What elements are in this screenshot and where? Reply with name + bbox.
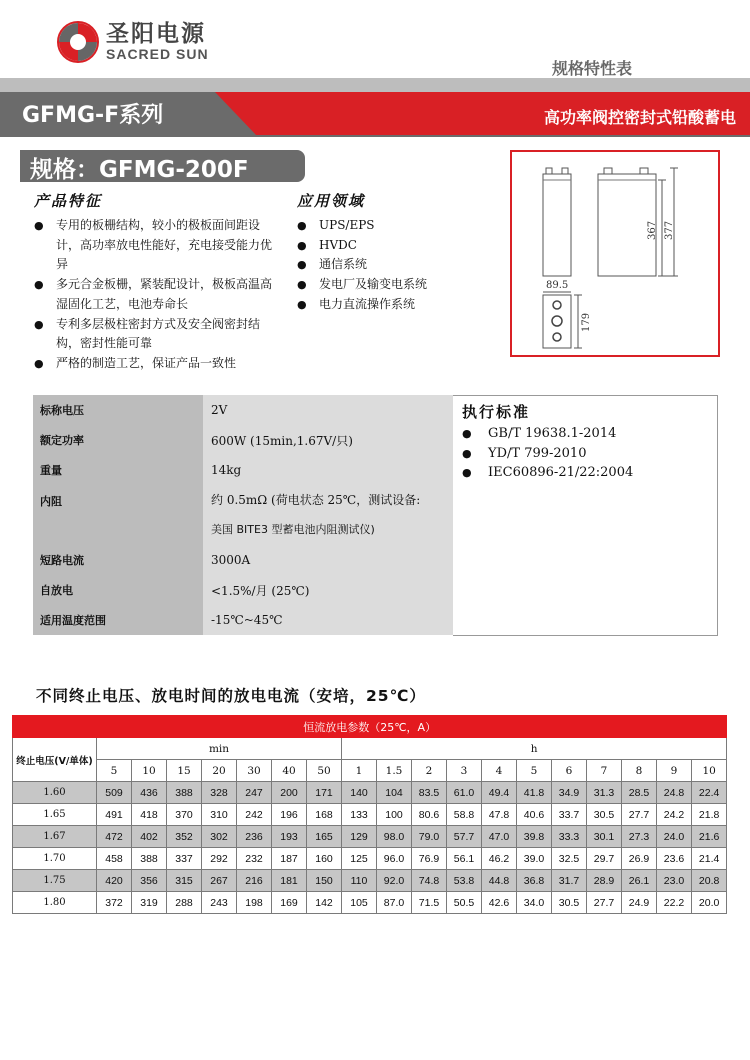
current-cell: 315 — [167, 870, 202, 892]
current-cell: 29.7 — [587, 848, 622, 870]
current-cell: 33.3 — [552, 826, 587, 848]
application-item: ● 通信系统 — [297, 255, 427, 275]
time-header: 50 — [307, 760, 342, 782]
current-cell: 418 — [132, 804, 167, 826]
h-group-label: h — [342, 738, 727, 760]
current-cell: 36.8 — [517, 870, 552, 892]
voltage-cell: 1.67 — [13, 826, 97, 848]
current-cell: 53.8 — [447, 870, 482, 892]
current-cell: 23.6 — [657, 848, 692, 870]
current-cell: 302 — [202, 826, 237, 848]
current-cell: 509 — [97, 782, 132, 804]
current-cell: 33.7 — [552, 804, 587, 826]
table-row — [13, 826, 727, 848]
current-cell: 196 — [272, 804, 307, 826]
brand-name-en: SACRED SUN — [106, 46, 209, 62]
current-cell: 30.1 — [587, 826, 622, 848]
series-name: GFMG-F系列 — [22, 103, 164, 128]
document-type: 规格特性表 — [551, 59, 632, 78]
current-cell: 27.3 — [622, 826, 657, 848]
current-cell: 28.9 — [587, 870, 622, 892]
current-cell: 100 — [377, 804, 412, 826]
time-header: 1.5 — [377, 760, 412, 782]
table-row — [33, 425, 453, 455]
feature-item: ● 专用的板栅结构，较小的极板面间距设计，高功率放电性能好，充电接受能力优异 — [34, 216, 282, 275]
sacred-sun-logo-icon — [56, 20, 100, 64]
current-cell: 110 — [342, 870, 377, 892]
current-cell: 23.0 — [657, 870, 692, 892]
current-cell: 243 — [202, 892, 237, 914]
discharge-table — [12, 715, 727, 914]
dim-height-2: 377 — [664, 220, 675, 240]
application-item: ● HVDC — [297, 236, 427, 256]
table-header-row — [13, 716, 727, 738]
corner-label: 终止电压(V/单体) — [13, 738, 97, 782]
table-header-row — [13, 738, 727, 760]
table-row — [13, 804, 727, 826]
table-row — [33, 395, 453, 425]
current-cell: 288 — [167, 892, 202, 914]
model-title: 规格：GFMG-200F — [30, 157, 249, 183]
dim-width: 89.5 — [546, 280, 569, 291]
current-cell: 187 — [272, 848, 307, 870]
current-cell: 71.5 — [412, 892, 447, 914]
time-header: 9 — [657, 760, 692, 782]
spec-value-line: 约 0.5mΩ (荷电状态 25℃，测试设备: — [211, 493, 421, 507]
table-caption: 恒流放电参数（25℃，A） — [13, 716, 727, 738]
header-band — [0, 78, 750, 92]
current-cell: 20.0 — [692, 892, 727, 914]
spec-value: -15℃~45℃ — [203, 605, 453, 635]
spec-label: 内阻 — [33, 485, 203, 545]
table-row — [33, 545, 453, 575]
current-cell: 24.2 — [657, 804, 692, 826]
application-item: ● 电力直流操作系统 — [297, 295, 427, 315]
current-cell: 56.1 — [447, 848, 482, 870]
current-cell: 458 — [97, 848, 132, 870]
spec-value — [203, 485, 453, 545]
table-row — [33, 485, 453, 545]
model-box — [20, 150, 305, 182]
current-cell: 31.7 — [552, 870, 587, 892]
current-cell: 140 — [342, 782, 377, 804]
time-header: 3 — [447, 760, 482, 782]
current-cell: 104 — [377, 782, 412, 804]
feature-item: ● 多元合金板栅，紧装配设计，极板高温高湿固化工艺，电池寿命长 — [34, 275, 282, 314]
current-cell: 292 — [202, 848, 237, 870]
current-cell: 61.0 — [447, 782, 482, 804]
discharge-title: 不同终止电压、放电时间的放电电流（安培，25℃） — [36, 687, 426, 705]
current-cell: 436 — [132, 782, 167, 804]
standard-item: ● YD/T 799-2010 — [462, 444, 633, 464]
current-cell: 193 — [272, 826, 307, 848]
table-row — [13, 782, 727, 804]
current-cell: 31.3 — [587, 782, 622, 804]
time-header: 5 — [517, 760, 552, 782]
current-cell: 44.8 — [482, 870, 517, 892]
current-cell: 87.0 — [377, 892, 412, 914]
current-cell: 181 — [272, 870, 307, 892]
current-cell: 50.5 — [447, 892, 482, 914]
current-cell: 216 — [237, 870, 272, 892]
time-header: 1 — [342, 760, 377, 782]
current-cell: 34.0 — [517, 892, 552, 914]
current-cell: 27.7 — [587, 892, 622, 914]
voltage-cell: 1.80 — [13, 892, 97, 914]
current-cell: 198 — [237, 892, 272, 914]
current-cell: 21.6 — [692, 826, 727, 848]
voltage-cell: 1.70 — [13, 848, 97, 870]
current-cell: 39.8 — [517, 826, 552, 848]
current-cell: 22.4 — [692, 782, 727, 804]
current-cell: 20.8 — [692, 870, 727, 892]
current-cell: 491 — [97, 804, 132, 826]
applications-list — [297, 216, 427, 315]
current-cell: 46.2 — [482, 848, 517, 870]
spec-value: 3000A — [203, 545, 453, 575]
current-cell: 40.6 — [517, 804, 552, 826]
spec-value: 600W (15min,1.67V/只) — [203, 425, 453, 455]
dim-height-1: 367 — [647, 220, 658, 240]
spec-value: <1.5%/月 (25℃) — [203, 575, 453, 605]
min-group-label: min — [97, 738, 342, 760]
current-cell: 57.7 — [447, 826, 482, 848]
spec-value: 2V — [203, 395, 453, 425]
time-header: 6 — [552, 760, 587, 782]
current-cell: 26.1 — [622, 870, 657, 892]
voltage-cell: 1.75 — [13, 870, 97, 892]
current-cell: 328 — [202, 782, 237, 804]
time-header: 4 — [482, 760, 517, 782]
brand-name-cn: 圣阳电源 — [106, 21, 206, 47]
current-cell: 42.6 — [482, 892, 517, 914]
series-description: 高功率阀控密封式铅酸蓄电 — [543, 108, 736, 127]
current-cell: 98.0 — [377, 826, 412, 848]
current-cell: 80.6 — [412, 804, 447, 826]
current-cell: 232 — [237, 848, 272, 870]
feature-item: ● 专利多层极柱密封方式及安全阀密封结构，密封性能可靠 — [34, 315, 282, 354]
time-header: 40 — [272, 760, 307, 782]
current-cell: 160 — [307, 848, 342, 870]
current-cell: 133 — [342, 804, 377, 826]
current-cell: 472 — [97, 826, 132, 848]
current-cell: 356 — [132, 870, 167, 892]
spec-table — [33, 395, 453, 635]
current-cell: 171 — [307, 782, 342, 804]
current-cell: 76.9 — [412, 848, 447, 870]
table-header-row — [13, 760, 727, 782]
current-cell: 47.0 — [482, 826, 517, 848]
current-cell: 34.9 — [552, 782, 587, 804]
table-row — [13, 848, 727, 870]
spec-label: 短路电流 — [33, 545, 203, 575]
battery-outline-drawing — [512, 152, 718, 355]
current-cell: 267 — [202, 870, 237, 892]
current-cell: 39.0 — [517, 848, 552, 870]
standards-title: 执行标准 — [462, 403, 531, 421]
standard-item: ● IEC60896-21/22:2004 — [462, 463, 633, 483]
features-list — [34, 216, 282, 374]
time-header: 10 — [132, 760, 167, 782]
voltage-cell: 1.65 — [13, 804, 97, 826]
brand-logo — [56, 20, 209, 64]
current-cell: 79.0 — [412, 826, 447, 848]
features-title: 产品特征 — [34, 192, 103, 210]
current-cell: 83.5 — [412, 782, 447, 804]
current-cell: 58.8 — [447, 804, 482, 826]
current-cell: 22.2 — [657, 892, 692, 914]
current-cell: 47.8 — [482, 804, 517, 826]
current-cell: 105 — [342, 892, 377, 914]
current-cell: 24.9 — [622, 892, 657, 914]
current-cell: 30.5 — [552, 892, 587, 914]
current-cell: 420 — [97, 870, 132, 892]
voltage-cell: 1.60 — [13, 782, 97, 804]
spec-label: 额定功率 — [33, 425, 203, 455]
current-cell: 24.0 — [657, 826, 692, 848]
current-cell: 236 — [237, 826, 272, 848]
dim-depth: 179 — [581, 312, 592, 332]
time-header: 15 — [167, 760, 202, 782]
current-cell: 247 — [237, 782, 272, 804]
current-cell: 372 — [97, 892, 132, 914]
current-cell: 28.5 — [622, 782, 657, 804]
current-cell: 319 — [132, 892, 167, 914]
table-row — [13, 892, 727, 914]
current-cell: 92.0 — [377, 870, 412, 892]
application-item: ● UPS/EPS — [297, 216, 427, 236]
time-header: 2 — [412, 760, 447, 782]
current-cell: 142 — [307, 892, 342, 914]
current-cell: 168 — [307, 804, 342, 826]
current-cell: 370 — [167, 804, 202, 826]
current-cell: 49.4 — [482, 782, 517, 804]
time-header: 30 — [237, 760, 272, 782]
current-cell: 21.4 — [692, 848, 727, 870]
current-cell: 388 — [167, 782, 202, 804]
current-cell: 96.0 — [377, 848, 412, 870]
table-row — [13, 870, 727, 892]
time-header: 7 — [587, 760, 622, 782]
current-cell: 352 — [167, 826, 202, 848]
time-header: 8 — [622, 760, 657, 782]
current-cell: 26.9 — [622, 848, 657, 870]
spec-label: 标称电压 — [33, 395, 203, 425]
table-row — [33, 575, 453, 605]
table-row — [33, 455, 453, 485]
time-header: 10 — [692, 760, 727, 782]
current-cell: 30.5 — [587, 804, 622, 826]
current-cell: 169 — [272, 892, 307, 914]
series-bar — [0, 92, 750, 137]
feature-item: ● 严格的制造工艺，保证产品一致性 — [34, 354, 282, 374]
current-cell: 200 — [272, 782, 307, 804]
current-cell: 74.8 — [412, 870, 447, 892]
spec-label: 适用温度范围 — [33, 605, 203, 635]
application-item: ● 发电厂及输变电系统 — [297, 275, 427, 295]
current-cell: 165 — [307, 826, 342, 848]
current-cell: 242 — [237, 804, 272, 826]
battery-dimension-drawing — [510, 150, 720, 357]
standard-item: ● GB/T 19638.1-2014 — [462, 424, 633, 444]
spec-value: 14kg — [203, 455, 453, 485]
current-cell: 388 — [132, 848, 167, 870]
current-cell: 150 — [307, 870, 342, 892]
current-cell: 310 — [202, 804, 237, 826]
current-cell: 27.7 — [622, 804, 657, 826]
current-cell: 402 — [132, 826, 167, 848]
current-cell: 32.5 — [552, 848, 587, 870]
spec-value-line: 美国 BITE3 型蓄电池内阻测试仪) — [211, 523, 375, 536]
applications-title: 应用领域 — [297, 192, 366, 210]
spec-label: 重量 — [33, 455, 203, 485]
table-row — [33, 605, 453, 635]
time-header: 5 — [97, 760, 132, 782]
standards-list — [462, 424, 633, 483]
current-cell: 41.8 — [517, 782, 552, 804]
spec-label: 自放电 — [33, 575, 203, 605]
current-cell: 24.8 — [657, 782, 692, 804]
time-header: 20 — [202, 760, 237, 782]
current-cell: 129 — [342, 826, 377, 848]
current-cell: 125 — [342, 848, 377, 870]
current-cell: 21.8 — [692, 804, 727, 826]
current-cell: 337 — [167, 848, 202, 870]
